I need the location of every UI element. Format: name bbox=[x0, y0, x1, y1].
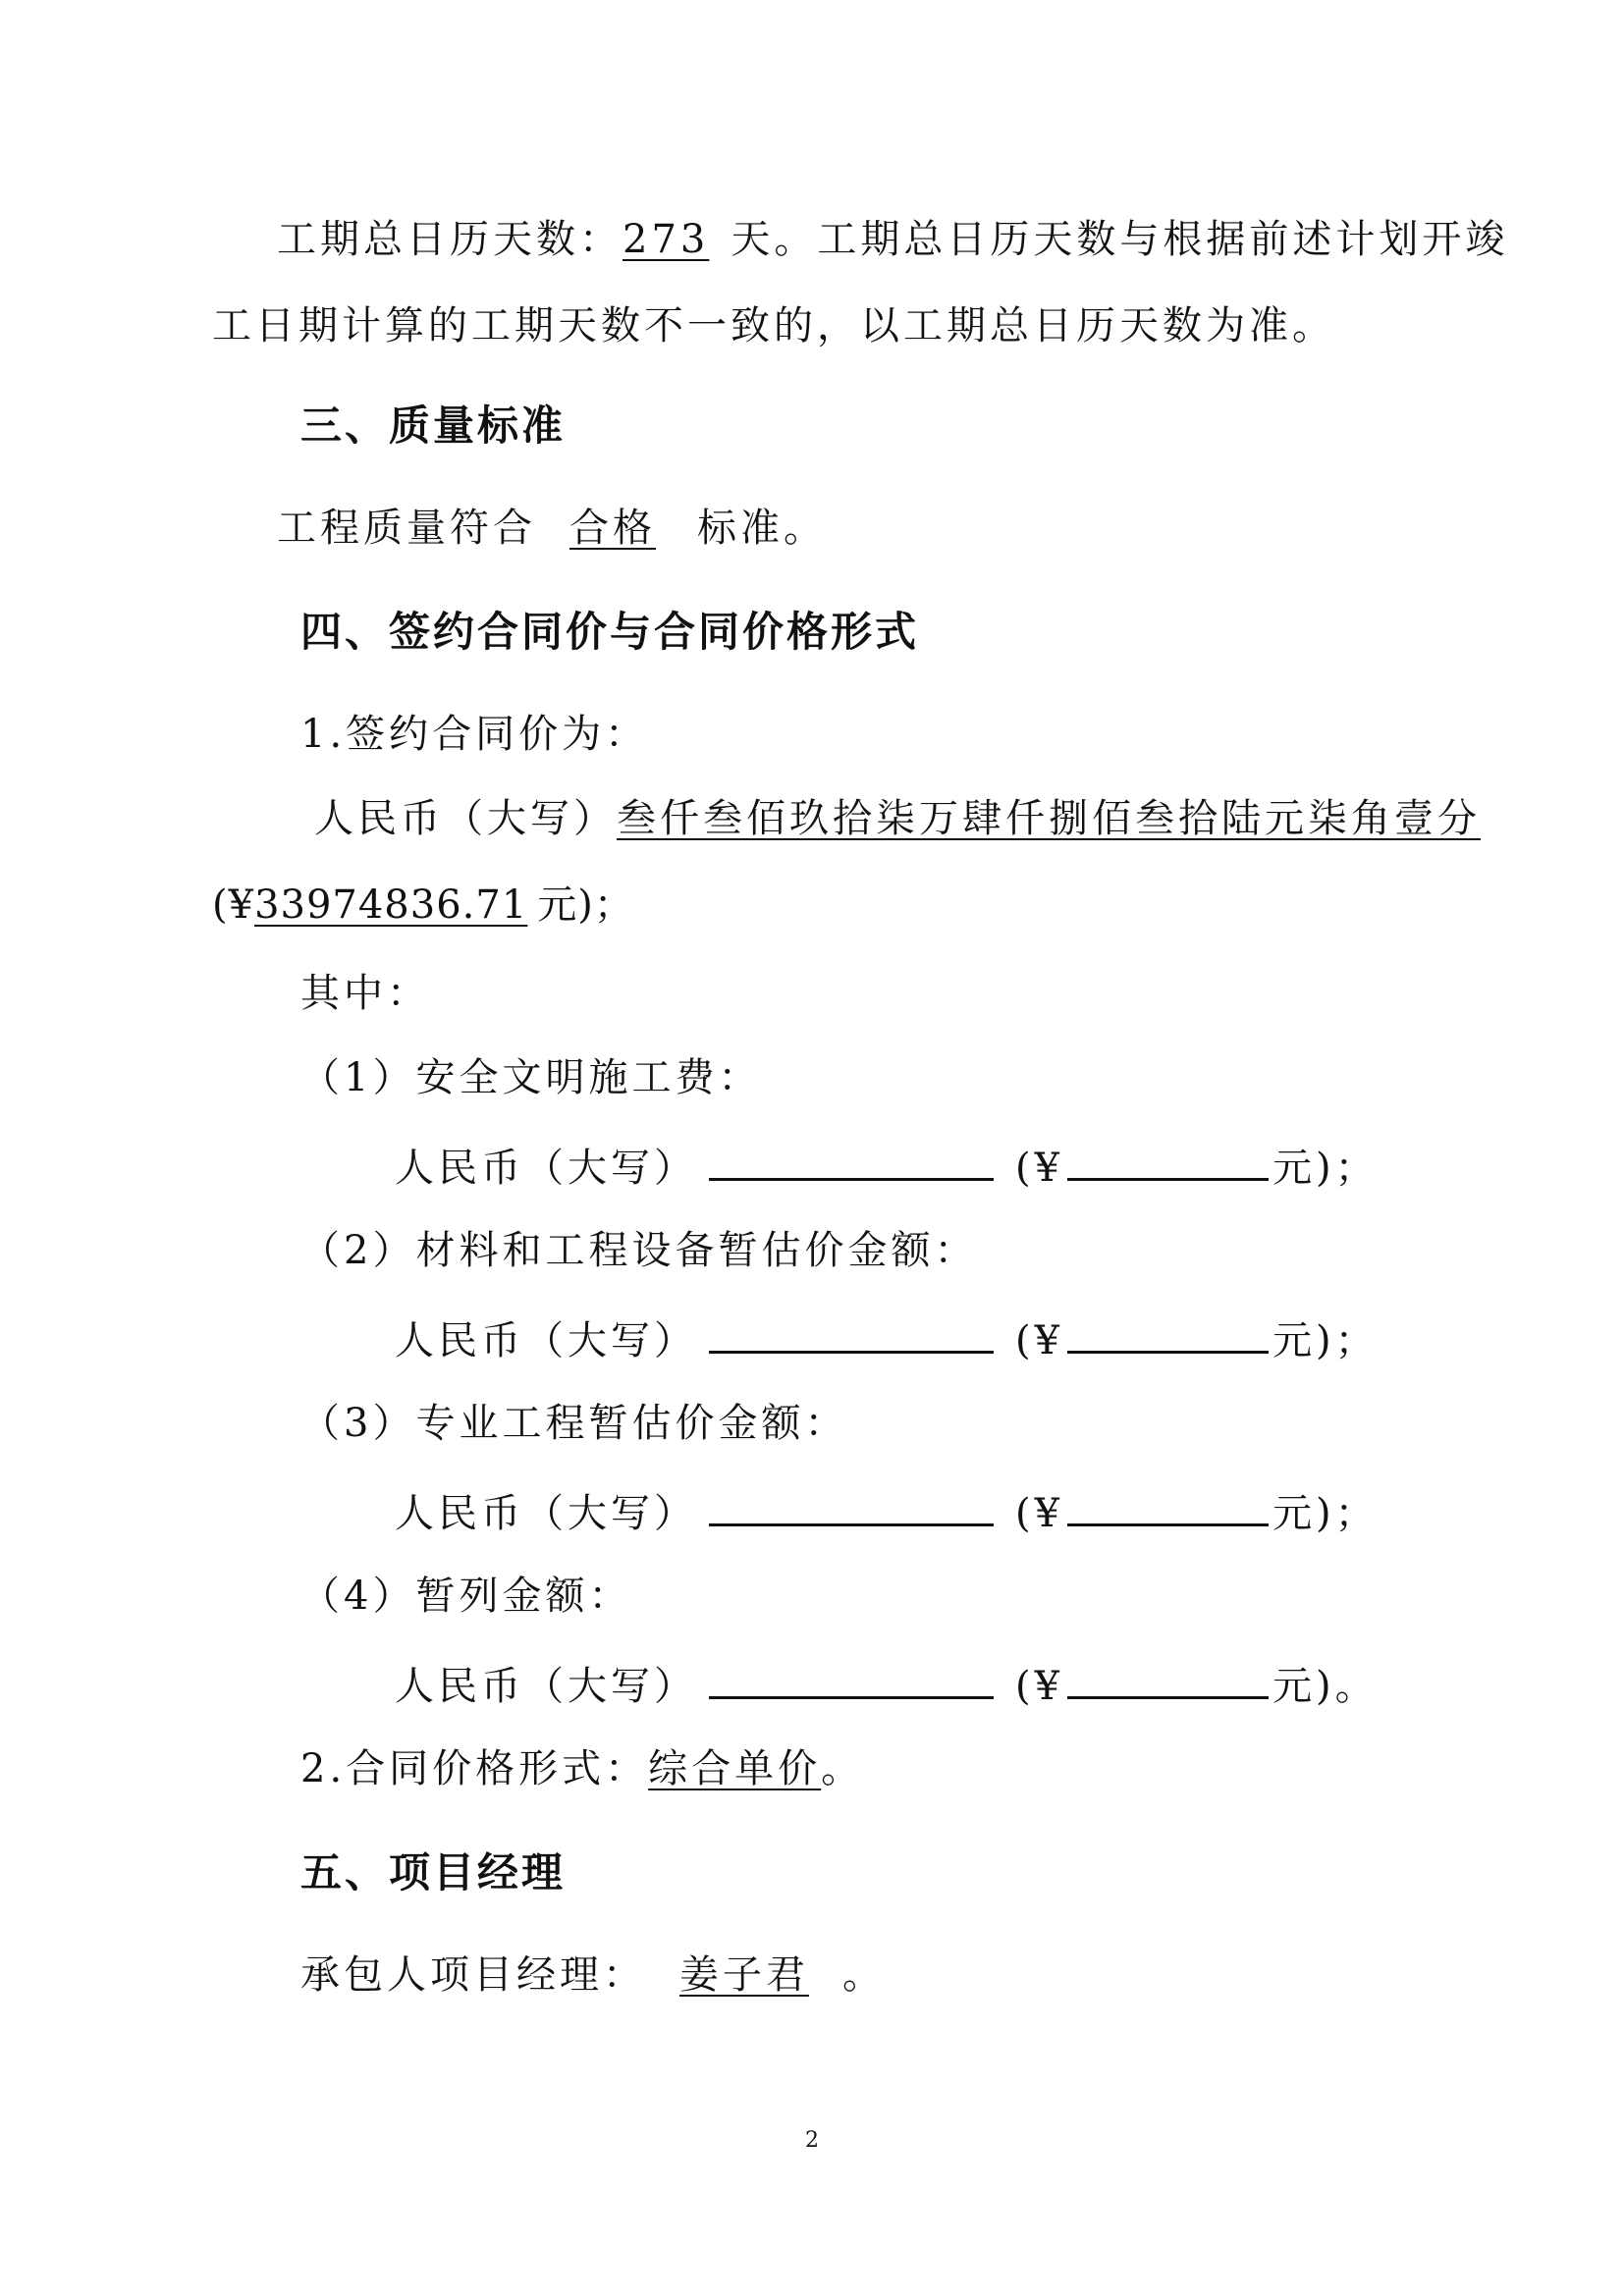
sub-item-3-amount-line bbox=[395, 1482, 1379, 1541]
yen-open: (¥ bbox=[1015, 1491, 1064, 1536]
yen-blank bbox=[1067, 1137, 1269, 1181]
yen-open: (¥ bbox=[1015, 1318, 1064, 1363]
contract-price-amount-line bbox=[212, 878, 634, 933]
schedule-label: 工期总日历天数： bbox=[277, 217, 623, 262]
yen-close: 元)； bbox=[1272, 1318, 1379, 1363]
sub-item-1-label: （1）安全文明施工费： bbox=[300, 1055, 762, 1100]
sub-item-1-amount-line bbox=[395, 1137, 1379, 1196]
sub-item-4-label: （4）暂列金额： bbox=[300, 1574, 632, 1619]
quality-value: 合格 bbox=[569, 506, 656, 551]
manager-value: 姜子君 bbox=[679, 1952, 809, 1998]
sub-item-3-label: （3）专业工程暂估价金额： bbox=[300, 1401, 848, 1446]
quality-line bbox=[277, 501, 827, 556]
among-label: 其中： bbox=[300, 971, 430, 1016]
rmb-label: 人民币（大写） bbox=[395, 1664, 697, 1709]
schedule-text: 天。工期总日历天数与根据前述计划开竣 bbox=[731, 217, 1509, 262]
contract-price-label: 1.签约合同价为： bbox=[300, 712, 649, 757]
total-days-value: 273 bbox=[623, 217, 710, 262]
rmb-label: 人民币（大写） bbox=[395, 1146, 697, 1191]
price-form-value: 综合单价 bbox=[648, 1746, 822, 1791]
sub-item-2-label: （2）材料和工程设备暂估价金额： bbox=[300, 1228, 978, 1273]
yen-open: (¥ bbox=[212, 882, 255, 928]
quality-suffix: 标准。 bbox=[697, 506, 827, 551]
amount-value: 33974836.71 bbox=[254, 882, 528, 928]
yen-blank bbox=[1067, 1309, 1269, 1354]
yen-open: (¥ bbox=[1015, 1664, 1064, 1709]
amount-close: 元)； bbox=[537, 882, 634, 928]
rmb-label: 人民币（大写） bbox=[395, 1318, 697, 1363]
yen-close: 元)； bbox=[1272, 1146, 1379, 1191]
rmb-blank bbox=[709, 1137, 994, 1181]
price-form-line: 2.合同价格形式：综合单价。 bbox=[300, 1746, 865, 1791]
yen-blank bbox=[1067, 1482, 1269, 1526]
schedule-line-2: 工日期计算的工期天数不一致的，以工期总日历天数为准。 bbox=[212, 303, 1335, 348]
price-heading: 四、签约合同价与合同价格形式 bbox=[300, 608, 920, 656]
manager-label: 承包人项目经理： bbox=[300, 1952, 646, 1998]
rmb-label: 人民币（大写） bbox=[395, 1491, 697, 1536]
yen-blank bbox=[1067, 1655, 1269, 1699]
rmb-capital-value: 叁仟叁佰玖拾柒万肆仟捌佰叁拾陆元柒角壹分 bbox=[617, 796, 1481, 841]
rmb-blank bbox=[709, 1655, 994, 1699]
quality-heading: 三、质量标准 bbox=[300, 401, 567, 450]
page-number: 2 bbox=[805, 2128, 819, 2153]
quality-label: 工程质量符合 bbox=[277, 506, 536, 551]
manager-line: 承包人项目经理： 姜子君 。 bbox=[300, 1952, 886, 1998]
yen-close: 元)。 bbox=[1272, 1664, 1379, 1709]
price-form-label: 2.合同价格形式： bbox=[300, 1746, 649, 1791]
yen-open: (¥ bbox=[1015, 1146, 1064, 1191]
rmb-label: 人民币（大写） bbox=[314, 796, 617, 841]
rmb-blank bbox=[709, 1482, 994, 1526]
manager-heading: 五、项目经理 bbox=[300, 1848, 567, 1896]
sub-item-2-amount-line bbox=[395, 1309, 1379, 1368]
contract-price-rmb-line bbox=[314, 791, 1481, 846]
rmb-blank bbox=[709, 1309, 994, 1354]
sub-item-4-amount-line bbox=[395, 1655, 1379, 1714]
yen-close: 元)； bbox=[1272, 1491, 1379, 1536]
schedule-line-1 bbox=[277, 212, 1508, 267]
